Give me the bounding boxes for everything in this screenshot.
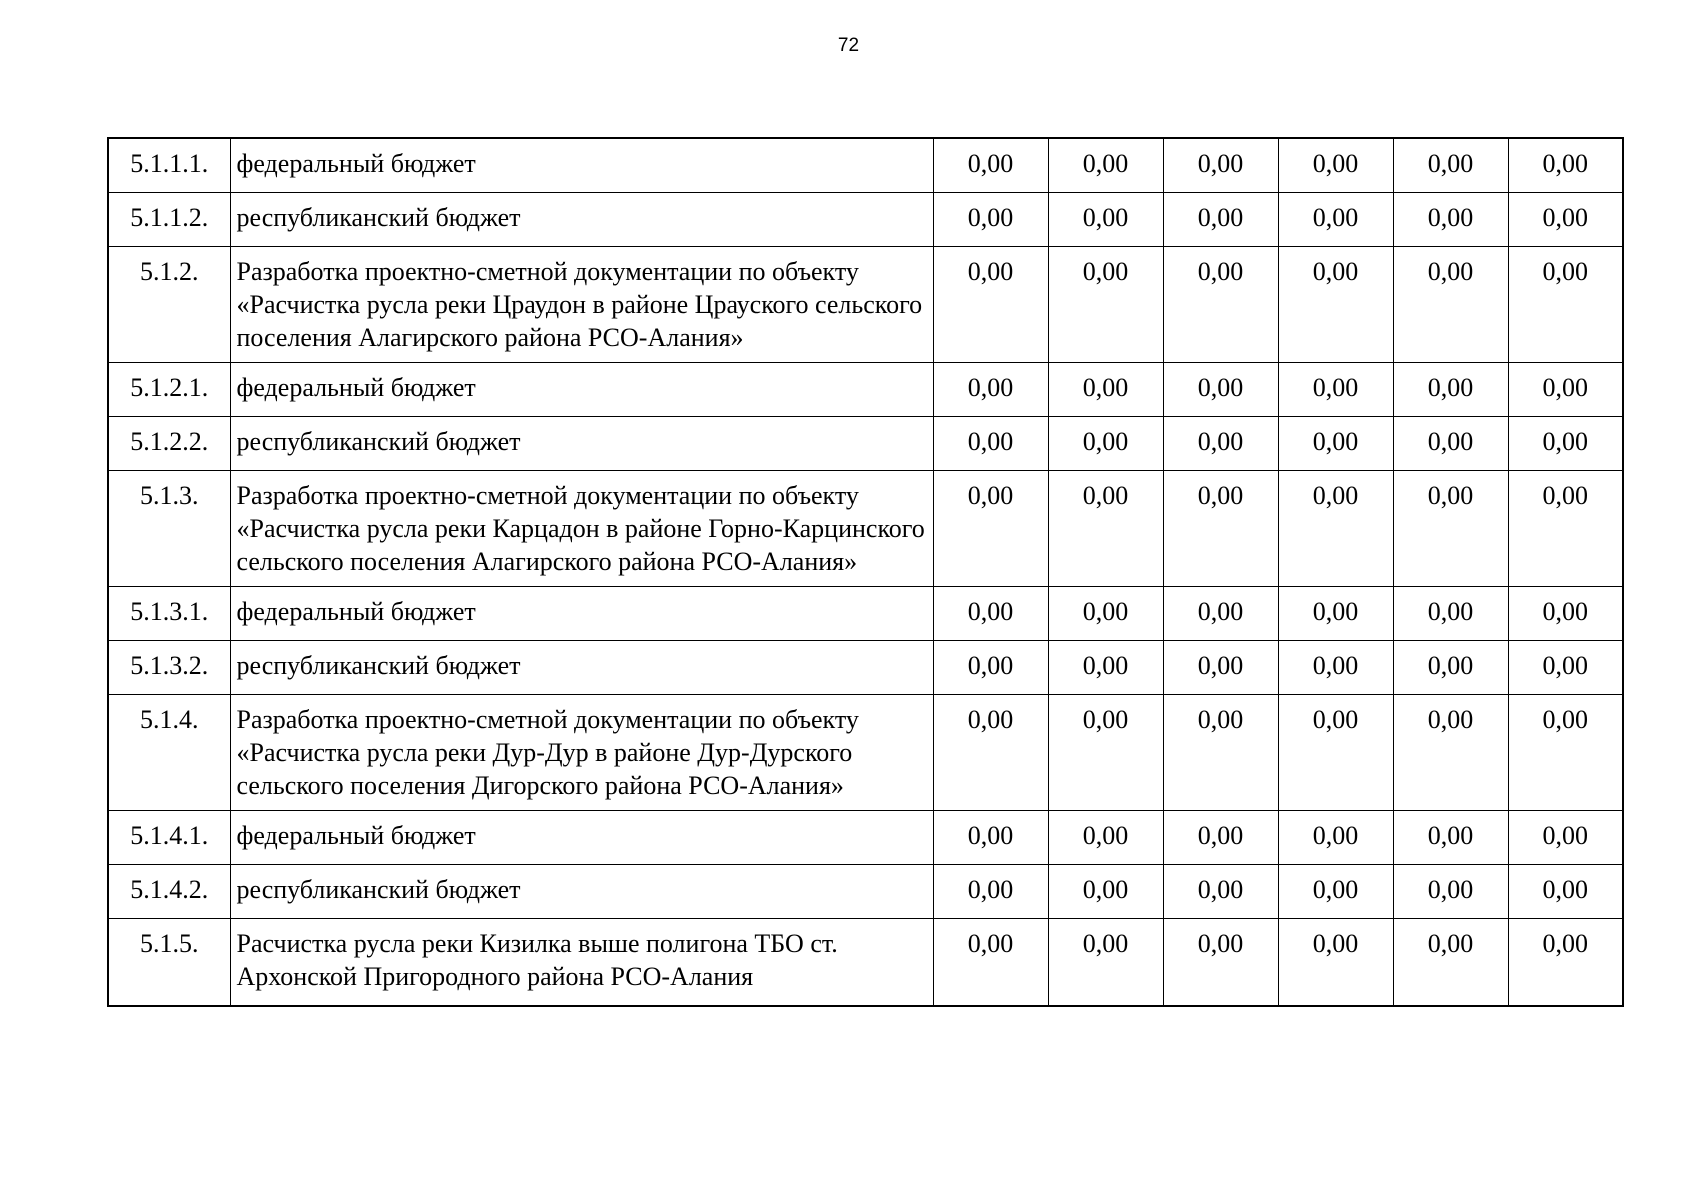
row-value: 0,00 <box>1163 918 1278 1006</box>
row-value: 0,00 <box>933 192 1048 246</box>
row-value: 0,00 <box>1393 918 1508 1006</box>
row-value: 0,00 <box>1048 864 1163 918</box>
row-value: 0,00 <box>1278 694 1393 810</box>
row-value: 0,00 <box>1048 810 1163 864</box>
row-value: 0,00 <box>1278 138 1393 192</box>
row-value: 0,00 <box>1278 810 1393 864</box>
row-value: 0,00 <box>1393 810 1508 864</box>
row-value: 0,00 <box>933 138 1048 192</box>
row-value: 0,00 <box>1048 694 1163 810</box>
row-value: 0,00 <box>1163 192 1278 246</box>
row-code: 5.1.4.2. <box>108 864 230 918</box>
row-value: 0,00 <box>933 416 1048 470</box>
row-name: Разработка проектно-сметной документации по объекту «Расчистка русла реки Дур-Дур в районе Дур-Дурского сельского поселения Дигорского района РСО-Алания» <box>230 694 933 810</box>
row-value: 0,00 <box>933 246 1048 362</box>
table-row <box>108 416 1623 470</box>
table-row <box>108 470 1623 586</box>
row-value: 0,00 <box>933 640 1048 694</box>
row-value: 0,00 <box>1278 586 1393 640</box>
row-value: 0,00 <box>933 918 1048 1006</box>
row-value: 0,00 <box>1393 192 1508 246</box>
row-value: 0,00 <box>1393 586 1508 640</box>
row-code: 5.1.3. <box>108 470 230 586</box>
row-value: 0,00 <box>1393 138 1508 192</box>
row-name: Разработка проектно-сметной документации по объекту «Расчистка русла реки Карцадон в районе Горно-Карцинского сельского поселения Алагирского района РСО-Алания» <box>230 470 933 586</box>
row-value: 0,00 <box>1048 192 1163 246</box>
row-value: 0,00 <box>1048 416 1163 470</box>
row-value: 0,00 <box>1048 246 1163 362</box>
row-code: 5.1.5. <box>108 918 230 1006</box>
row-value: 0,00 <box>1393 470 1508 586</box>
row-value: 0,00 <box>1393 416 1508 470</box>
row-value: 0,00 <box>1508 192 1623 246</box>
row-value: 0,00 <box>933 810 1048 864</box>
row-value: 0,00 <box>1393 640 1508 694</box>
row-value: 0,00 <box>1048 640 1163 694</box>
row-value: 0,00 <box>933 694 1048 810</box>
table-row <box>108 362 1623 416</box>
table-row <box>108 640 1623 694</box>
row-value: 0,00 <box>1163 246 1278 362</box>
row-name: федеральный бюджет <box>230 362 933 416</box>
table-body <box>108 138 1623 1006</box>
row-value: 0,00 <box>1508 918 1623 1006</box>
row-name: федеральный бюджет <box>230 586 933 640</box>
row-name: Расчистка русла реки Кизилка выше полигона ТБО ст. Архонской Пригородного района РСО-Алания <box>230 918 933 1006</box>
row-value: 0,00 <box>1393 362 1508 416</box>
row-value: 0,00 <box>1048 918 1163 1006</box>
row-value: 0,00 <box>1508 810 1623 864</box>
row-name: республиканский бюджет <box>230 640 933 694</box>
row-value: 0,00 <box>1508 416 1623 470</box>
row-value: 0,00 <box>1278 918 1393 1006</box>
row-code: 5.1.2.1. <box>108 362 230 416</box>
row-value: 0,00 <box>1163 416 1278 470</box>
row-value: 0,00 <box>1163 640 1278 694</box>
row-value: 0,00 <box>1278 470 1393 586</box>
page-number: 72 <box>837 35 860 56</box>
row-value: 0,00 <box>1048 470 1163 586</box>
row-value: 0,00 <box>1278 362 1393 416</box>
row-value: 0,00 <box>1163 586 1278 640</box>
row-value: 0,00 <box>1163 810 1278 864</box>
row-value: 0,00 <box>1393 864 1508 918</box>
row-value: 0,00 <box>1163 470 1278 586</box>
row-value: 0,00 <box>933 586 1048 640</box>
row-value: 0,00 <box>1048 138 1163 192</box>
row-code: 5.1.3.2. <box>108 640 230 694</box>
row-code: 5.1.1.2. <box>108 192 230 246</box>
row-value: 0,00 <box>933 362 1048 416</box>
row-value: 0,00 <box>1508 246 1623 362</box>
table-row <box>108 138 1623 192</box>
row-value: 0,00 <box>933 470 1048 586</box>
row-value: 0,00 <box>1278 864 1393 918</box>
row-name: республиканский бюджет <box>230 192 933 246</box>
row-value: 0,00 <box>1508 362 1623 416</box>
row-code: 5.1.2.2. <box>108 416 230 470</box>
table-row <box>108 864 1623 918</box>
table-row <box>108 192 1623 246</box>
row-value: 0,00 <box>1278 416 1393 470</box>
row-value: 0,00 <box>1163 138 1278 192</box>
row-value: 0,00 <box>1508 586 1623 640</box>
table-row <box>108 246 1623 362</box>
row-value: 0,00 <box>1163 362 1278 416</box>
row-code: 5.1.4.1. <box>108 810 230 864</box>
row-code: 5.1.3.1. <box>108 586 230 640</box>
row-code: 5.1.1.1. <box>108 138 230 192</box>
row-value: 0,00 <box>1163 694 1278 810</box>
row-value: 0,00 <box>1048 586 1163 640</box>
row-name: Разработка проектно-сметной документации по объекту «Расчистка русла реки Цраудон в районе Црауского сельского поселения Алагирского района РСО-Алания» <box>230 246 933 362</box>
row-value: 0,00 <box>1508 640 1623 694</box>
row-value: 0,00 <box>1508 864 1623 918</box>
row-value: 0,00 <box>1508 470 1623 586</box>
row-value: 0,00 <box>1393 246 1508 362</box>
row-value: 0,00 <box>1163 864 1278 918</box>
row-name: федеральный бюджет <box>230 810 933 864</box>
row-code: 5.1.2. <box>108 246 230 362</box>
table-row <box>108 810 1623 864</box>
row-value: 0,00 <box>1278 246 1393 362</box>
table-row <box>108 694 1623 810</box>
row-value: 0,00 <box>933 864 1048 918</box>
row-code: 5.1.4. <box>108 694 230 810</box>
row-value: 0,00 <box>1508 694 1623 810</box>
budget-table <box>107 137 1624 1007</box>
row-value: 0,00 <box>1393 694 1508 810</box>
row-name: республиканский бюджет <box>230 864 933 918</box>
table-row <box>108 918 1623 1006</box>
table-row <box>108 586 1623 640</box>
row-value: 0,00 <box>1278 192 1393 246</box>
row-name: федеральный бюджет <box>230 138 933 192</box>
row-value: 0,00 <box>1508 138 1623 192</box>
row-value: 0,00 <box>1048 362 1163 416</box>
row-value: 0,00 <box>1278 640 1393 694</box>
row-name: республиканский бюджет <box>230 416 933 470</box>
